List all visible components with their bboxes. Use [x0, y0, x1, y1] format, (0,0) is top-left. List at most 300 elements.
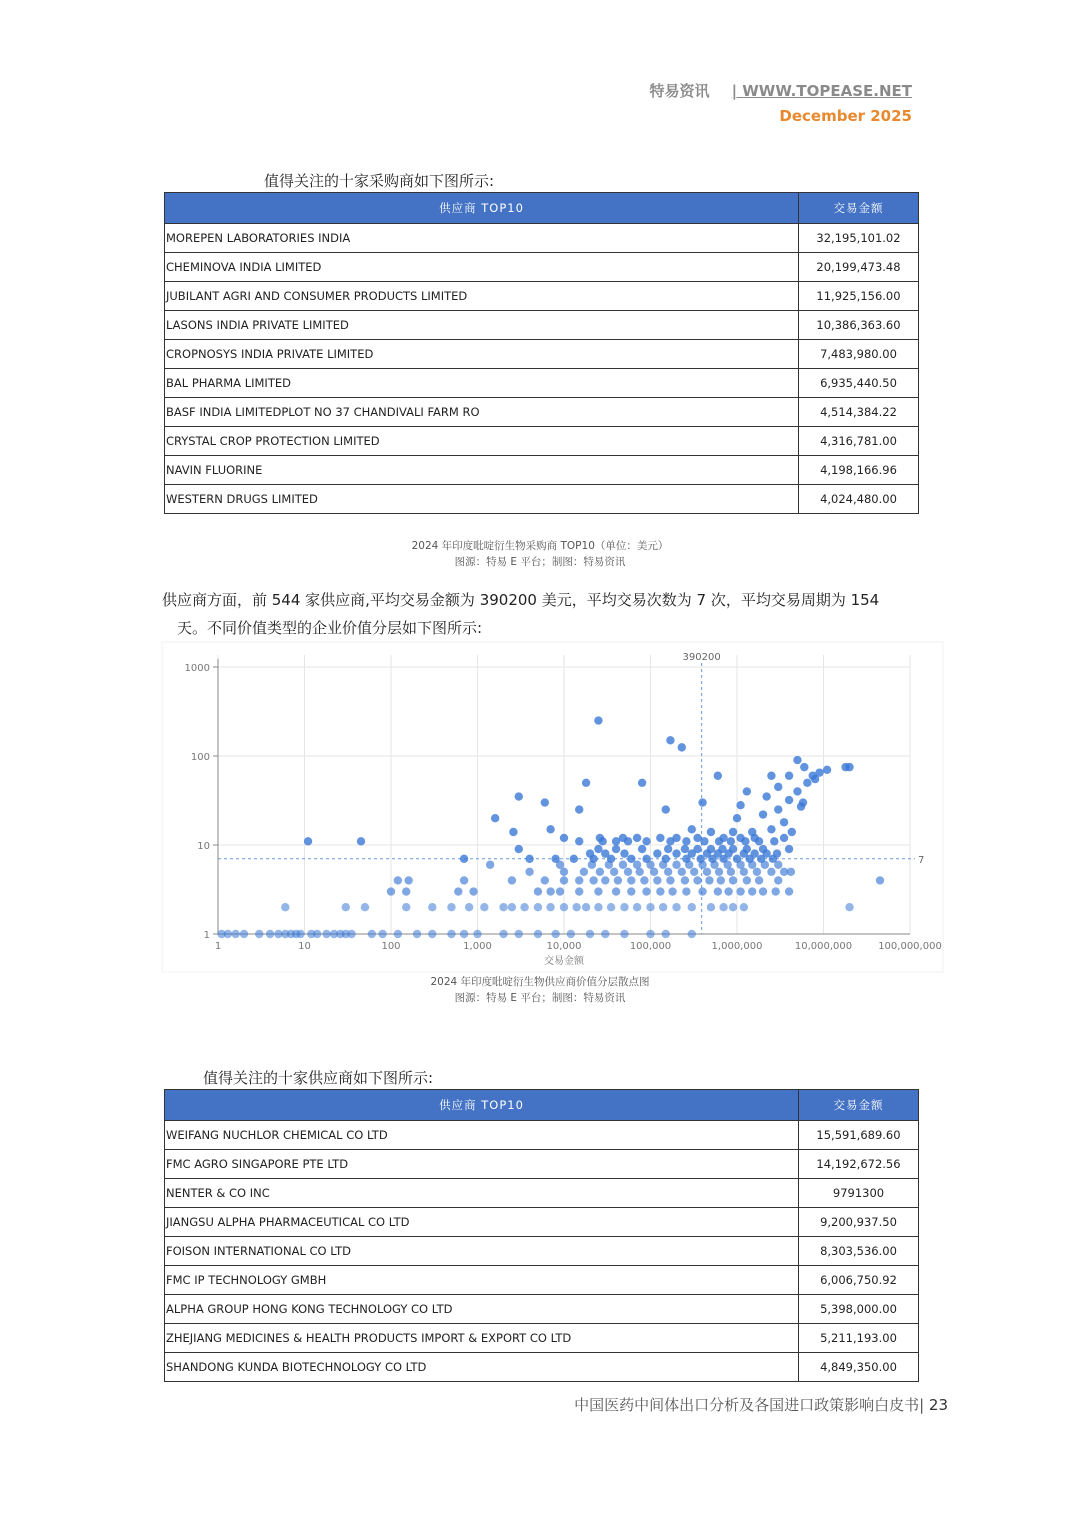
data-point [560, 834, 568, 842]
chart-frame [162, 642, 943, 972]
data-point [387, 887, 395, 895]
data-point [736, 887, 744, 895]
data-point [664, 868, 672, 876]
data-point [460, 876, 468, 884]
data-point [551, 930, 559, 938]
document-title: 中国医药中间体出口分析及各国进口政策影响白皮书| [574, 1396, 925, 1414]
data-point [509, 828, 517, 836]
x-tick-label: 1,000,000 [711, 941, 763, 952]
x-tick-label: 1 [214, 941, 222, 952]
data-point [693, 845, 701, 853]
y-tick-label: 10 [197, 841, 210, 852]
data-point [394, 876, 402, 884]
company-name: LASONS INDIA PRIVATE LIMITED [165, 311, 799, 340]
data-point [620, 849, 628, 857]
data-point [447, 930, 455, 938]
data-point [803, 779, 811, 787]
data-point [638, 779, 646, 787]
caption-title: 2024 年印度吡啶衍生物供应商价值分层散点图 [430, 976, 650, 988]
table-row [165, 456, 919, 485]
data-point [465, 903, 473, 911]
data-point [767, 868, 775, 876]
data-point [596, 834, 604, 842]
company-name: JIANGSU ALPHA PHARMACEUTICAL CO LTD [165, 1208, 799, 1237]
transaction-amount: 9791300 [799, 1179, 919, 1208]
company-name: FOISON INTERNATIONAL CO LTD [165, 1237, 799, 1266]
data-point [541, 798, 549, 806]
table-row [165, 485, 919, 514]
data-point [567, 930, 575, 938]
data-point [793, 787, 801, 795]
x-tick-label: 100 [381, 941, 401, 952]
data-point [845, 903, 853, 911]
table-row [165, 369, 919, 398]
table-row [165, 1295, 919, 1324]
data-point [774, 876, 782, 884]
data-point [582, 779, 590, 787]
transaction-amount: 7,483,980.00 [799, 340, 919, 369]
data-point [499, 930, 507, 938]
data-point [572, 903, 580, 911]
data-point [811, 775, 819, 783]
table-row [165, 1208, 919, 1237]
data-point [515, 792, 523, 800]
transaction-amount: 4,514,384.22 [799, 398, 919, 427]
transaction-amount: 5,398,000.00 [799, 1295, 919, 1324]
transaction-amount: 4,316,781.00 [799, 427, 919, 456]
data-point [266, 930, 274, 938]
data-point [678, 743, 686, 751]
data-point [767, 772, 775, 780]
data-point [668, 887, 676, 895]
data-point [627, 887, 635, 895]
data-point [404, 876, 412, 884]
data-point [304, 837, 312, 845]
data-point [662, 930, 670, 938]
transaction-amount: 4,198,166.96 [799, 456, 919, 485]
data-point [281, 903, 289, 911]
data-point [773, 849, 781, 857]
scatter-chart [160, 640, 945, 975]
company-name: NENTER & CO INC [165, 1179, 799, 1208]
data-point [729, 845, 737, 853]
data-point [664, 845, 672, 853]
data-point [707, 828, 715, 836]
data-point [788, 828, 796, 836]
data-point [580, 868, 588, 876]
data-point [780, 818, 788, 826]
data-point [799, 798, 807, 806]
company-name: BASF INDIA LIMITEDPLOT NO 37 CHANDIVALI FARM RO [165, 398, 799, 427]
data-point [771, 887, 779, 895]
data-point [662, 805, 670, 813]
data-point [638, 845, 646, 853]
data-point [454, 887, 462, 895]
data-point [255, 930, 263, 938]
suppliers-table [164, 1089, 919, 1382]
data-point [787, 868, 795, 876]
transaction-amount: 15,591,689.60 [799, 1121, 919, 1150]
table-row [165, 1353, 919, 1382]
data-point [560, 903, 568, 911]
data-point [601, 876, 609, 884]
data-point [743, 787, 751, 795]
data-point [770, 837, 778, 845]
data-point [662, 855, 670, 863]
data-point [774, 783, 782, 791]
data-point [633, 834, 641, 842]
page-number: 23 [928, 1396, 948, 1414]
data-point [714, 772, 722, 780]
company-name: FMC IP TECHNOLOGY GMBH [165, 1266, 799, 1295]
column-header-amount: 交易金额 [799, 1090, 919, 1121]
company-name: BAL PHARMA LIMITED [165, 369, 799, 398]
data-point [460, 930, 468, 938]
table-row [165, 340, 919, 369]
data-point [560, 868, 568, 876]
column-header-supplier: 供应商 TOP10 [165, 193, 799, 224]
data-point [322, 930, 330, 938]
paragraph-line: 天。不同价值类型的企业价值分层如下图所示: [177, 619, 483, 637]
data-point [698, 798, 706, 806]
data-point [681, 876, 689, 884]
data-point [582, 903, 590, 911]
average-amount-label: 390200 [682, 652, 721, 663]
data-point [460, 855, 468, 863]
data-point [546, 903, 554, 911]
data-point [681, 845, 689, 853]
data-point [642, 837, 650, 845]
table-row [165, 282, 919, 311]
data-point [688, 903, 696, 911]
transaction-amount: 8,303,536.00 [799, 1237, 919, 1266]
y-tick-label: 1000 [184, 663, 210, 674]
data-point [800, 763, 808, 771]
transaction-amount: 6,006,750.92 [799, 1266, 919, 1295]
data-point [586, 930, 594, 938]
company-name: JUBILANT AGRI AND CONSUMER PRODUCTS LIMITED [165, 282, 799, 311]
company-name: CROPNOSYS INDIA PRIVATE LIMITED [165, 340, 799, 369]
brand-name: 特易资讯 [649, 82, 710, 100]
data-point [703, 868, 711, 876]
data-point [313, 930, 321, 938]
data-point [347, 930, 355, 938]
data-point [610, 868, 618, 876]
paragraph-line: 供应商方面，前 544 家供应商,平均交易金额为 390200 美元，平均交易次数为 7 次，平均交易周期为 154 [162, 591, 880, 609]
data-point [729, 828, 737, 836]
data-point [690, 868, 698, 876]
data-point [785, 887, 793, 895]
data-point [240, 930, 248, 938]
transaction-amount: 6,935,440.50 [799, 369, 919, 398]
data-point [551, 855, 559, 863]
transaction-amount: 20,199,473.48 [799, 253, 919, 282]
data-point [612, 845, 620, 853]
data-point [785, 845, 793, 853]
table-row [165, 398, 919, 427]
table-row [165, 1266, 919, 1295]
table-row [165, 1179, 919, 1208]
data-point [627, 876, 635, 884]
scatter-caption [0, 974, 1080, 1006]
data-point [666, 736, 674, 744]
data-point [361, 903, 369, 911]
data-point [534, 887, 542, 895]
data-point [394, 930, 402, 938]
data-point [678, 868, 686, 876]
data-point [342, 903, 350, 911]
table-row [165, 1121, 919, 1150]
data-point [508, 876, 516, 884]
data-point [357, 837, 365, 845]
table-row [165, 1237, 919, 1266]
data-point [402, 903, 410, 911]
data-point [619, 861, 627, 869]
data-point [774, 805, 782, 813]
website-link[interactable]: | WWW.TOPEASE.NET [731, 82, 912, 100]
data-point [767, 825, 775, 833]
data-point [785, 772, 793, 780]
data-point [823, 766, 831, 774]
data-point [413, 930, 421, 938]
data-point [646, 903, 654, 911]
suppliers-intro: 值得关注的十家供应商如下图所示: [203, 1069, 434, 1087]
y-tick-label: 1 [203, 930, 210, 941]
data-point [653, 876, 661, 884]
company-name: WEIFANG NUCHLOR CHEMICAL CO LTD [165, 1121, 799, 1150]
data-point [589, 876, 597, 884]
table-header-row [165, 193, 919, 224]
data-point [575, 887, 583, 895]
table-header-row [165, 1090, 919, 1121]
caption-source: 图源：特易 E 平台；制图：特易资讯 [454, 992, 626, 1004]
data-point [729, 876, 737, 884]
x-tick-label: 100,000,000 [878, 941, 942, 952]
data-point [541, 876, 549, 884]
x-tick-label: 1,000 [463, 941, 492, 952]
data-point [570, 855, 578, 863]
data-point [231, 930, 239, 938]
data-point [620, 930, 628, 938]
data-point [224, 930, 232, 938]
data-point [656, 887, 664, 895]
data-point [560, 876, 568, 884]
company-name: CRYSTAL CROP PROTECTION LIMITED [165, 427, 799, 456]
x-axis-label: 交易金额 [544, 956, 584, 967]
data-point [296, 930, 304, 938]
x-tick-label: 10,000,000 [794, 941, 853, 952]
data-point [612, 887, 620, 895]
data-point [672, 903, 680, 911]
data-point [428, 930, 436, 938]
data-point [601, 849, 609, 857]
transaction-amount: 11,925,156.00 [799, 282, 919, 311]
y-tick-label: 100 [190, 752, 210, 763]
transaction-amount: 5,211,193.00 [799, 1324, 919, 1353]
data-point [755, 876, 763, 884]
data-point [748, 887, 756, 895]
data-point [743, 845, 751, 853]
caption-source: 图源：特易 E 平台；制图：特易资讯 [454, 556, 626, 568]
data-point [525, 868, 533, 876]
data-point [753, 868, 761, 876]
page-footer [574, 1394, 948, 1415]
company-name: WESTERN DRUGS LIMITED [165, 485, 799, 514]
data-point [759, 810, 767, 818]
company-name: FMC AGRO SINGAPORE PTE LTD [165, 1150, 799, 1179]
company-name: ZHEJIANG MEDICINES & HEALTH PRODUCTS IMPORT & EXPORT CO LTD [165, 1324, 799, 1353]
data-point [480, 903, 488, 911]
data-point [642, 855, 650, 863]
data-point [515, 930, 523, 938]
data-point [515, 845, 523, 853]
data-point [707, 903, 715, 911]
data-point [736, 834, 744, 842]
data-point [428, 903, 436, 911]
transaction-amount: 10,386,363.60 [799, 311, 919, 340]
data-point [594, 845, 602, 853]
data-point [748, 828, 756, 836]
company-name: MOREPEN LABORATORIES INDIA [165, 224, 799, 253]
data-point [743, 876, 751, 884]
data-point [596, 868, 604, 876]
data-point [525, 855, 533, 863]
data-point [688, 930, 696, 938]
transaction-amount: 9,200,937.50 [799, 1208, 919, 1237]
transaction-amount: 4,024,480.00 [799, 485, 919, 514]
column-header-amount: 交易金额 [799, 193, 919, 224]
data-point [473, 930, 481, 938]
data-point [402, 887, 410, 895]
data-point [594, 716, 602, 724]
company-name: ALPHA GROUP HONG KONG TECHNOLOGY CO LTD [165, 1295, 799, 1324]
data-point [717, 876, 725, 884]
data-point [640, 876, 648, 884]
data-point [693, 834, 701, 842]
data-point [718, 845, 726, 853]
data-point [719, 903, 727, 911]
data-point [534, 903, 542, 911]
data-point [876, 876, 884, 884]
supplier-summary-paragraph [162, 586, 952, 642]
data-point [724, 887, 732, 895]
data-point [624, 868, 632, 876]
report-date: December 2025 [779, 107, 912, 125]
data-point [653, 849, 661, 857]
data-point [666, 876, 674, 884]
average-count-label: 7 [918, 854, 925, 866]
data-point [594, 903, 602, 911]
data-point [727, 837, 735, 845]
table-row [165, 224, 919, 253]
data-point [659, 903, 667, 911]
data-point [594, 887, 602, 895]
data-point [447, 903, 455, 911]
data-point [469, 887, 477, 895]
data-point [729, 903, 737, 911]
data-point [575, 837, 583, 845]
data-point [705, 876, 713, 884]
table-row [165, 1324, 919, 1353]
data-point [546, 825, 554, 833]
data-point [785, 796, 793, 804]
data-point [780, 834, 788, 842]
data-point [534, 930, 542, 938]
transaction-amount: 4,849,350.00 [799, 1353, 919, 1382]
data-point [491, 814, 499, 822]
data-point [714, 887, 722, 895]
data-point [486, 861, 494, 869]
data-point [845, 763, 853, 771]
data-point [740, 903, 748, 911]
table-row [165, 253, 919, 282]
data-point [688, 825, 696, 833]
table-row [165, 311, 919, 340]
data-point [607, 903, 615, 911]
data-point [520, 903, 528, 911]
data-point [499, 903, 507, 911]
data-point [368, 930, 376, 938]
data-point [733, 814, 741, 822]
data-point [719, 834, 727, 842]
data-point [672, 861, 680, 869]
data-point [682, 837, 690, 845]
data-point [707, 845, 715, 853]
data-point [672, 849, 680, 857]
data-point [619, 834, 627, 842]
data-point [601, 930, 609, 938]
data-point [586, 849, 594, 857]
x-tick-label: 10 [298, 941, 311, 952]
data-point [715, 868, 723, 876]
data-point [575, 805, 583, 813]
data-point [682, 887, 690, 895]
data-point [736, 801, 744, 809]
column-header-supplier: 供应商 TOP10 [165, 1090, 799, 1121]
buyers-table [164, 192, 919, 514]
company-name: CHEMINOVA INDIA LIMITED [165, 253, 799, 282]
data-point [762, 792, 770, 800]
x-tick-label: 10,000 [546, 941, 582, 952]
table-row [165, 1150, 919, 1179]
data-point [698, 887, 706, 895]
data-point [672, 834, 680, 842]
caption-title: 2024 年印度吡啶衍生物采购商 TOP10（单位：美元） [411, 540, 669, 552]
data-point [793, 756, 801, 764]
data-point [620, 903, 628, 911]
transaction-amount: 32,195,101.02 [799, 224, 919, 253]
data-point [759, 887, 767, 895]
page-header [650, 80, 912, 125]
x-tick-label: 100,000 [629, 941, 672, 952]
company-name: SHANDONG KUNDA BIOTECHNOLOGY CO LTD [165, 1353, 799, 1382]
data-point [546, 887, 554, 895]
data-point [508, 903, 516, 911]
data-point [693, 876, 701, 884]
data-point [733, 855, 741, 863]
buyers-caption [0, 538, 1080, 570]
data-point [575, 876, 583, 884]
scatter-chart-svg [160, 640, 945, 975]
data-point [656, 834, 664, 842]
data-point [633, 903, 641, 911]
data-point [759, 845, 767, 853]
data-point [627, 855, 635, 863]
buyers-intro: 值得关注的十家采购商如下图所示: [264, 172, 495, 190]
data-point [614, 876, 622, 884]
data-point [378, 930, 386, 938]
data-point [646, 930, 654, 938]
